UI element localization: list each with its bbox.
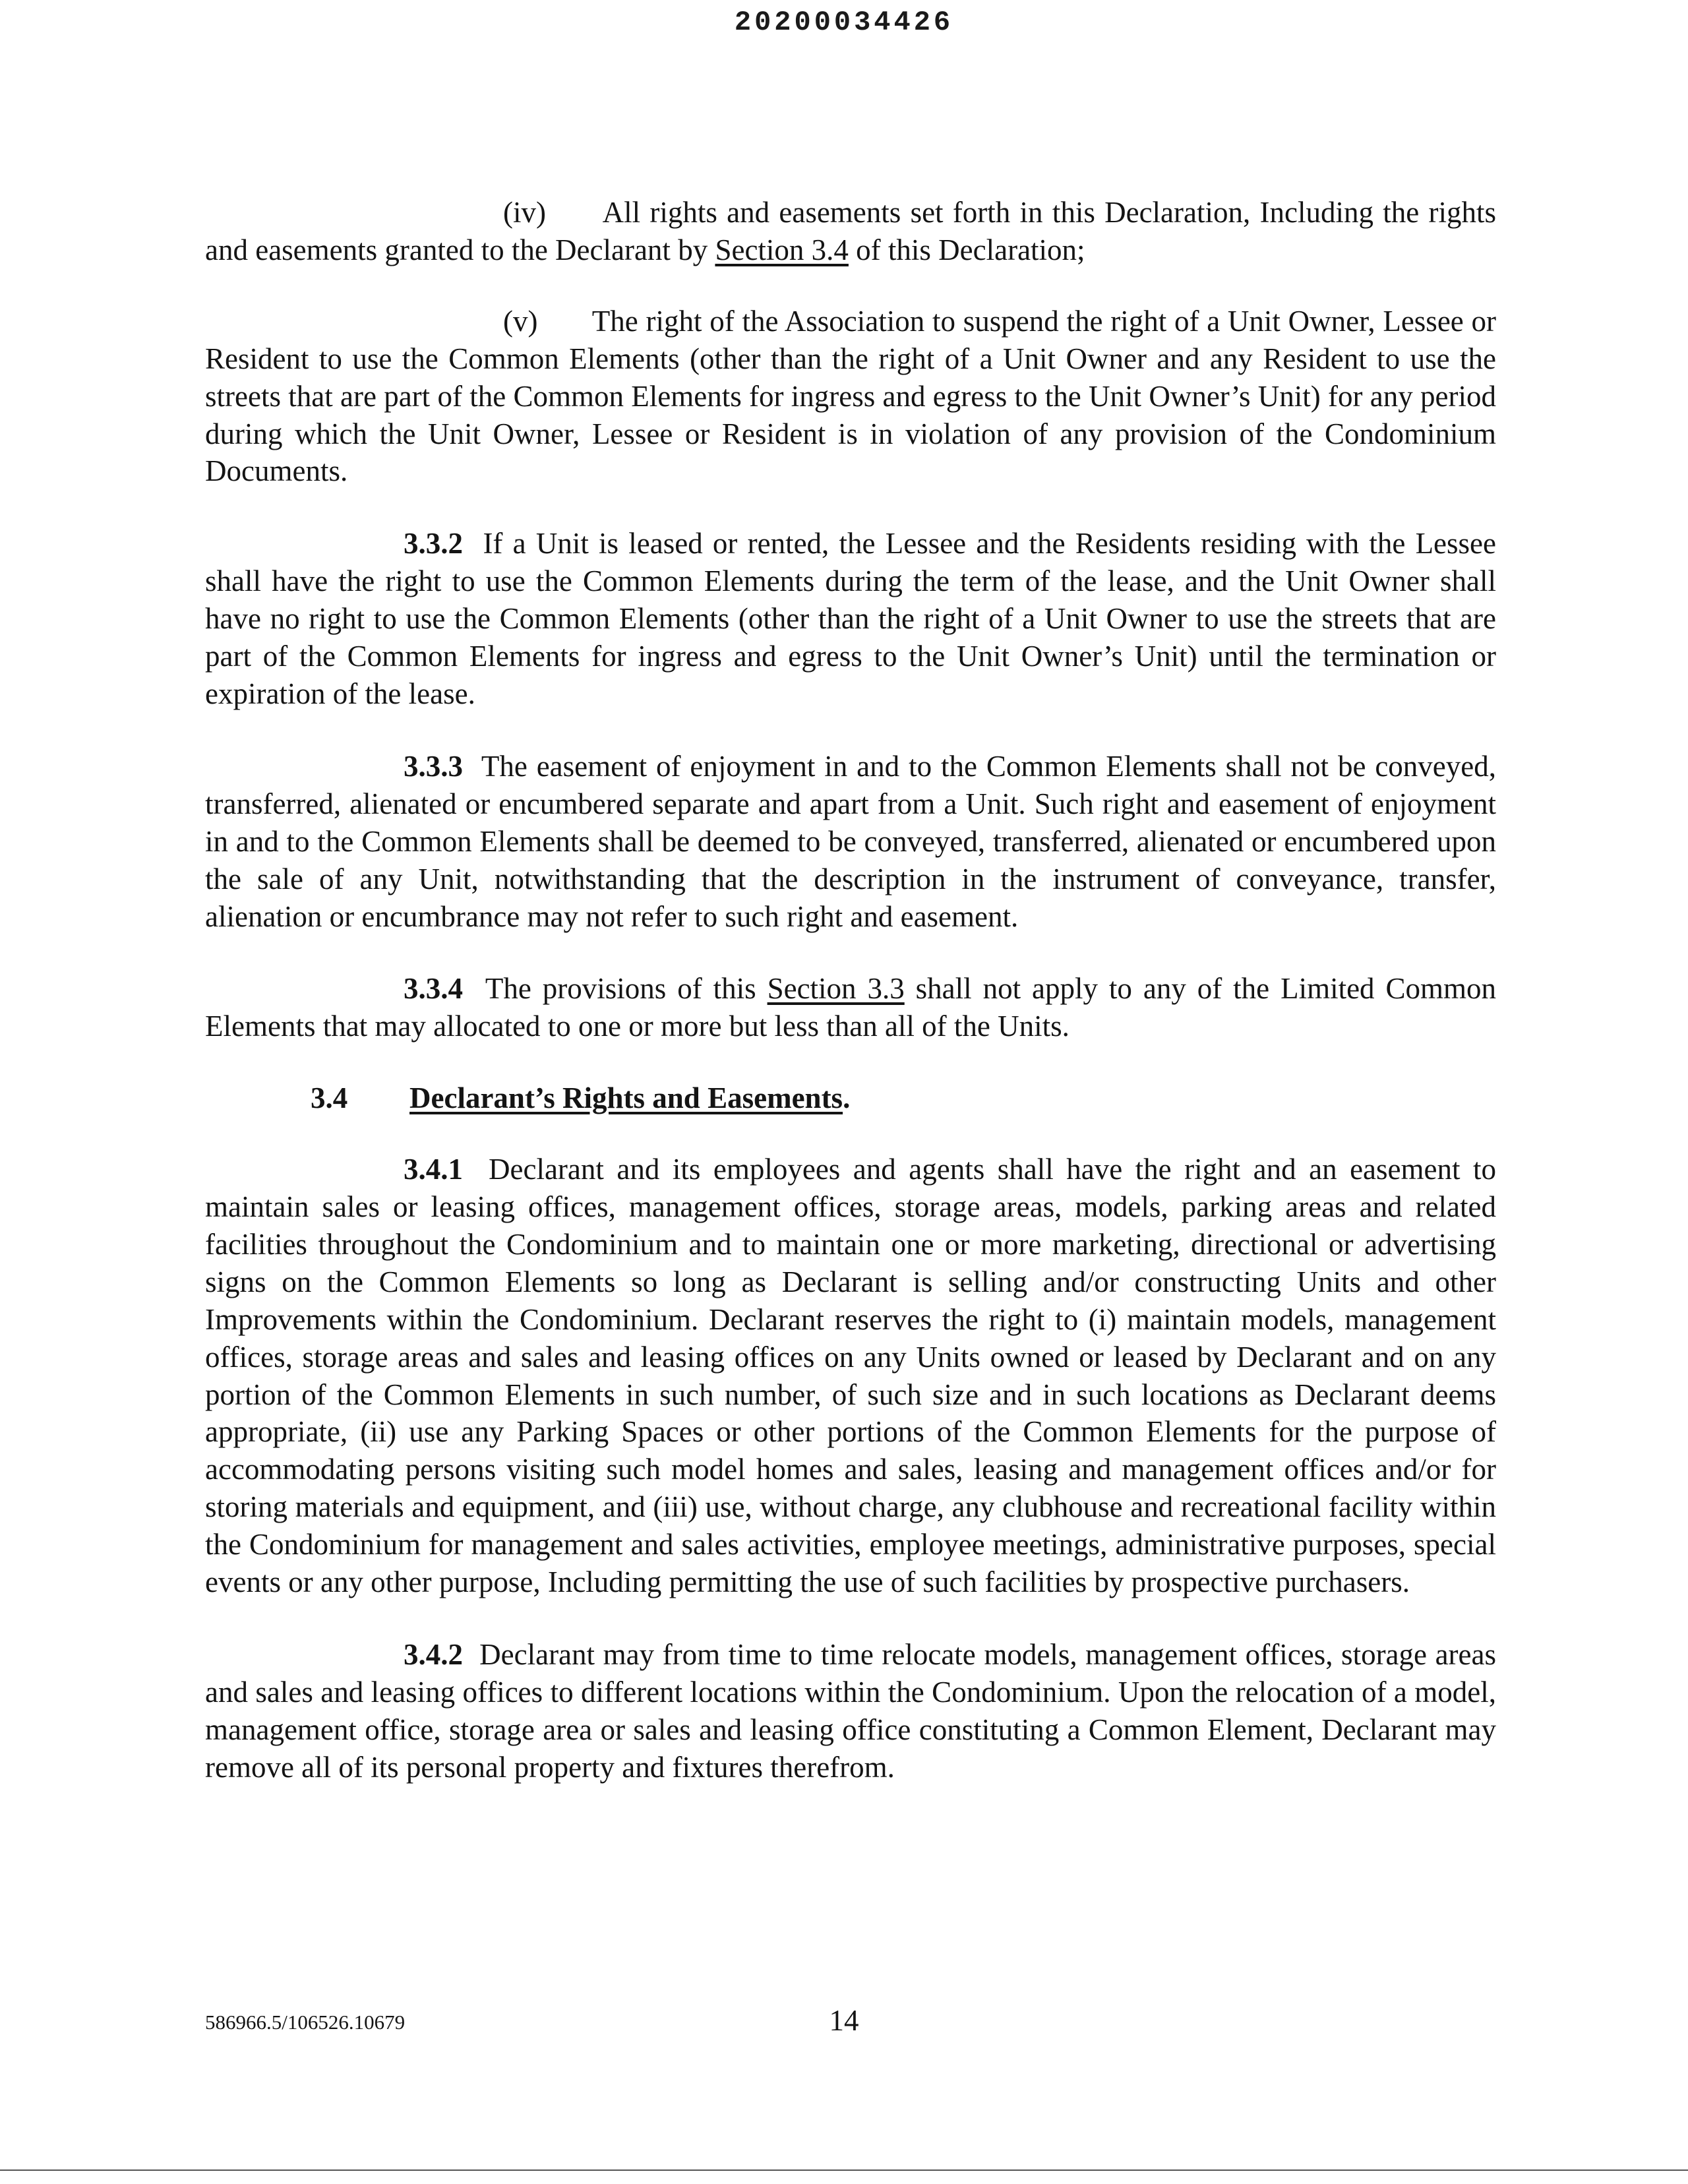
section-number: 3.3.3	[404, 749, 463, 783]
paragraph-text: The provisions of this	[485, 972, 768, 1006]
page-number: 14	[829, 2004, 859, 2037]
paragraph-text: of this Declaration;	[848, 233, 1085, 266]
section-number: 3.3.4	[404, 972, 463, 1006]
list-marker: (v)	[503, 304, 538, 338]
heading-title: Declarant’s Rights and Easements	[409, 1081, 843, 1115]
heading-number: 3.4	[311, 1081, 348, 1115]
paragraph-text: All rights and easements set forth in this Declaration, Including the rights and easements granted to the Declarant by	[205, 196, 1496, 266]
list-marker: (iv)	[503, 196, 546, 229]
paragraph-text: The right of the Association to suspend the right of a Unit Owner, Lessee or Resident to use the Common Elements (other than the right of a Unit Owner and any Resident to use the streets that are part of the Common Elements for ingress and egress to the Unit Owner’s Unit) for any period during which the Unit Owner, Lessee or Resident is in violation of any provision of the Condominium Documents.	[205, 304, 1497, 488]
section-heading-3-4	[205, 1079, 1496, 1117]
paragraph-3-3-3	[205, 748, 1496, 936]
paragraph-text: Declarant may from time to time relocate models, management offices, storage areas and sales and leasing offices to different locations within the Condominium. Upon the relocation of a model, management office, storage area or sales and leasing office constituting a Common Element, Declarant may remove all of its personal property and fixtures therefrom.	[205, 1638, 1496, 1784]
paragraph-3-4-2	[205, 1636, 1496, 1786]
footer-document-id: 586966.5/106526.10679	[205, 2011, 406, 2034]
paragraph-text: If a Unit is leased or rented, the Lessee and the Residents residing with the Lessee shall have the right to use the Common Elements during the term of the lease, and the Unit Owner shall have no right to use the Common Elements (other than the right of a Unit Owner to use the streets that are part of the Common Elements for ingress and egress to the Unit Owner’s Unit) until the termination or expiration of the lease.	[205, 527, 1497, 710]
bottom-divider	[0, 2169, 1688, 2171]
section-number: 3.4.1	[404, 1153, 463, 1186]
section-number: 3.4.2	[404, 1638, 463, 1671]
document-body	[205, 194, 1496, 1786]
paragraph-3-3-2	[205, 525, 1496, 713]
heading-period: .	[843, 1081, 851, 1115]
section-reference: Section 3.4	[715, 233, 849, 266]
paragraph-text: Declarant and its employees and agents shall have the right and an easement to maintain sales or leasing offices, management offices, storage areas, models, parking areas and related facilities throughout the Condominium and to maintain one or more marketing, directional or advertising signs on the Common Elements so long as Declarant is selling and/or constructing Units and other Improvements within the Condominium. Declarant reserves the right to (i) maintain models, management offices, storage areas and sales and leasing offices on any Units owned or leased by Declarant and on any portion of the Common Elements in such number, of such size and in such locations as Declarant deems appropriate, (ii) use any Parking Spaces or other portions of the Common Elements for the purpose of accommodating persons visiting such model homes and sales, leasing and management offices and/or for storing materials and equipment, and (iii) use, without charge, any clubhouse and recreational facility within the Condominium for management and sales activities, employee meetings, administrative purposes, special events or any other purpose, Including permitting the use of such facilities by prospective purchasers.	[205, 1153, 1496, 1599]
paragraph-iv	[205, 194, 1496, 269]
paragraph-v	[205, 303, 1496, 491]
recording-number-stamp: 20200034426	[734, 7, 954, 38]
section-reference: Section 3.3	[767, 972, 905, 1006]
paragraph-3-3-4	[205, 970, 1496, 1045]
paragraph-3-4-1	[205, 1151, 1496, 1601]
section-number: 3.3.2	[404, 527, 463, 561]
paragraph-text: shall not apply to any of the Limited Common Elements that may allocated to one or more but less than all of the Units.	[205, 972, 1496, 1043]
paragraph-text: The easement of enjoyment in and to the Common Elements shall not be conveyed, transferred, alienated or encumbered separate and apart from a Unit. Such right and easement of enjoyment in and to the Common Elements shall be deemed to be conveyed, transferred, alienated or encumbered upon the sale of any Unit, notwithstanding that the description in the instrument of conveyance, transfer, alienation or encumbrance may not refer to such right and easement.	[205, 749, 1497, 933]
